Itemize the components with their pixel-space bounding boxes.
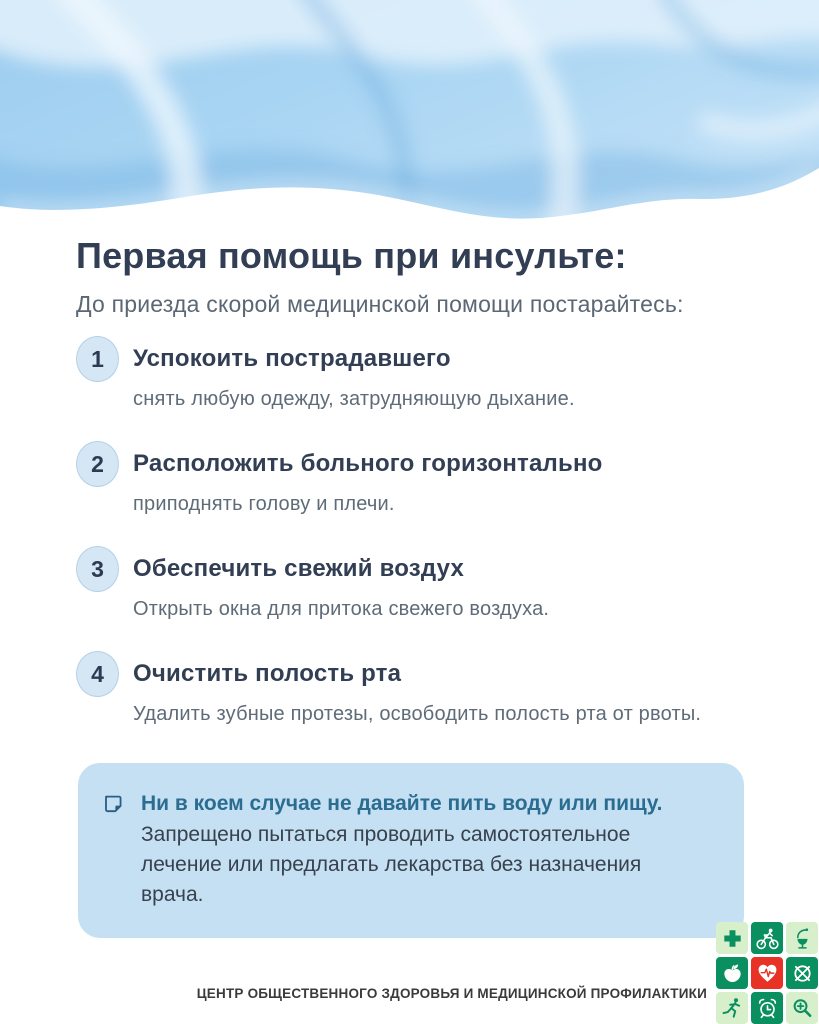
logo-tile-magnifier xyxy=(786,992,818,1024)
step-description: приподнять голову и плечи. xyxy=(133,493,395,516)
no-crossed-circle-icon xyxy=(790,961,815,986)
logo-tile-runner xyxy=(716,992,748,1024)
warning-highlight: Ни в коем случае не давайте пить воду или пищу. xyxy=(141,792,663,816)
logo-tile-cross xyxy=(716,922,748,954)
first-aid-steps-list xyxy=(76,339,744,726)
logo-tile-heart xyxy=(751,957,783,989)
step-body xyxy=(133,339,575,411)
logo-tile-hygieia xyxy=(786,922,818,954)
logo-tile-apple xyxy=(716,957,748,989)
logo-tile-cyclist xyxy=(751,922,783,954)
step-description: Удалить зубные протезы, освободить полость рта от рвоты. xyxy=(133,703,702,726)
hero-fabric-image xyxy=(0,0,819,236)
main-content xyxy=(0,228,819,938)
alarm-clock-icon xyxy=(755,996,780,1021)
logo-tile-clock xyxy=(751,992,783,1024)
apple-icon xyxy=(720,961,745,986)
step-body xyxy=(133,444,603,516)
org-logo-grid xyxy=(716,922,818,1024)
heart-pulse-icon xyxy=(755,961,780,986)
magnifier-plus-icon xyxy=(790,996,815,1021)
organization-name: ЦЕНТР ОБЩЕСТВЕННОГО ЗДОРОВЬЯ И МЕДИЦИНСКОЙ ПРОФИЛАКТИКИ xyxy=(196,986,707,1001)
step-title: Обеспечить свежий воздух xyxy=(133,555,465,583)
runner-icon xyxy=(720,996,745,1021)
logo-tile-no-sign xyxy=(786,957,818,989)
step-description: Открыть окна для притока свежего воздуха. xyxy=(133,598,550,621)
step-description: снять любую одежду, затрудняющую дыхание. xyxy=(133,388,575,411)
page-title: Первая помощь при инсульте: xyxy=(76,235,627,276)
step-number-badge: 2 xyxy=(76,441,119,487)
step-number-badge: 4 xyxy=(76,651,119,697)
note-icon xyxy=(101,792,124,820)
medical-cross-icon xyxy=(720,926,745,951)
step-body xyxy=(133,654,701,726)
footer xyxy=(0,922,819,1024)
cyclist-icon xyxy=(755,926,780,951)
step-item-2 xyxy=(76,444,744,516)
warning-callout xyxy=(78,763,744,938)
step-item-4 xyxy=(76,654,744,726)
step-number-badge: 3 xyxy=(76,546,119,592)
step-title: Успокоить пострадавшего xyxy=(133,345,451,373)
step-title: Очистить полость рта xyxy=(133,660,402,688)
warning-rest: Запрещено пытаться проводить самостоятельное лечение или предлагать лекарства без назначения врача. xyxy=(141,822,642,907)
blue-silk-waves-image xyxy=(0,0,819,236)
step-body xyxy=(133,549,549,621)
page-subtitle: До приезда скорой медицинской помощи постарайтесь: xyxy=(76,291,684,318)
step-item-3 xyxy=(76,549,744,621)
warning-text xyxy=(141,789,686,910)
step-item-1 xyxy=(76,339,744,411)
step-number-badge: 1 xyxy=(76,336,119,382)
bowl-of-hygieia-icon xyxy=(790,926,815,951)
step-title: Расположить больного горизонтально xyxy=(133,450,603,478)
